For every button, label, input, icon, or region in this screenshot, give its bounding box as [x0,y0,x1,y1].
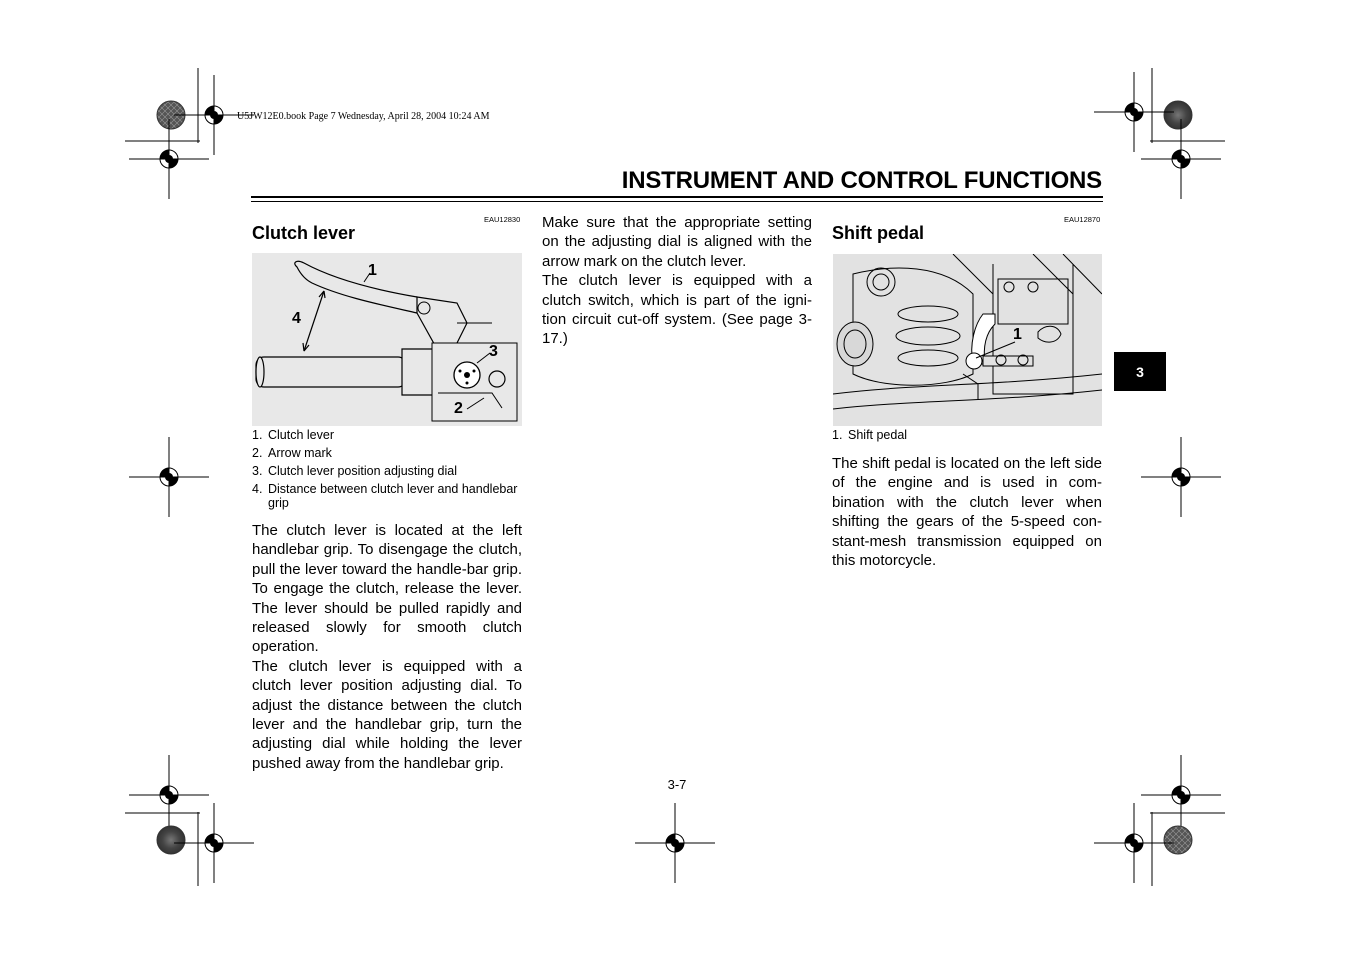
figure-callout-2: 2 [454,400,463,417]
registration-mark-icon [174,803,254,883]
figure-callout-4: 4 [292,310,301,327]
figure-callout-1: 1 [1013,326,1022,343]
registration-mark-icon [1094,803,1174,883]
registration-mark-icon [1094,72,1174,152]
shift-section-title: Shift pedal [832,223,925,243]
shift-section-code: EAU12870 [1064,215,1101,224]
paragraph: The shift pedal is located on the left side of the engine and is used in com-bination with the clutch lever when shifting the gears of the 5-speed con-stant-mesh transmission equipped on this motorcycle. [832,455,1102,570]
registration-mark-icon [129,437,209,517]
registration-mark-icon [129,119,209,199]
registration-mark-icon [129,755,209,835]
registration-mark-icon [1141,437,1221,517]
caption-item: 1. Shift pedal [832,428,908,442]
caption-item: 2. Arrow mark [252,446,332,460]
paragraph: The clutch lever is equipped with a clutch lever position adjusting dial. To adjust the distance between the clutch lever and the handlebar grip, turn the adjusting dial while holding the lever pushed away from the handlebar grip. [252,657,522,772]
page-number: 3-7 [667,777,687,792]
clutch-section-title: Clutch lever [252,223,356,243]
dot-target-mark [157,826,185,854]
print-info: U5JW12E0.book Page 7 Wednesday, April 28, 2004 10:24 AM [237,111,490,122]
registration-mark-icon [635,803,715,883]
dot-target-mark [1164,101,1192,129]
paragraph: Make sure that the appropriate setting on the adjusting dial is aligned with the arrow mark on the clutch lever. [542,214,812,270]
clutch-section-code: EAU12830 [484,215,521,224]
registration-mark-icon [174,75,254,155]
page-title: INSTRUMENT AND CONTROL FUNCTIONS [621,167,1102,194]
caption-item: 1. Clutch lever [252,428,334,442]
caption-item: 3. Clutch lever position adjusting dial [252,464,457,478]
caption-item: 4. Distance between clutch lever and handlebar grip [252,482,518,510]
paragraph: The clutch lever is equipped with a clutch switch, which is part of the igni-tion circuit cut-off system. (See page 3-17.) [542,272,812,348]
chapter-tab: 3 [1114,352,1166,391]
registration-mark-icon [1141,755,1221,835]
paragraph: The clutch lever is located at the left handlebar grip. To disengage the clutch, pull the lever toward the handle-bar grip. To engage the clutch, release the lever. The lever should be pulled rapidly and released slowly for smooth clutch operation. [252,522,522,656]
figure-callout-1: 1 [368,262,377,279]
registration-mark-icon [1141,119,1221,199]
figure-callout-3: 3 [489,343,498,360]
star-target-mark [1164,826,1192,854]
